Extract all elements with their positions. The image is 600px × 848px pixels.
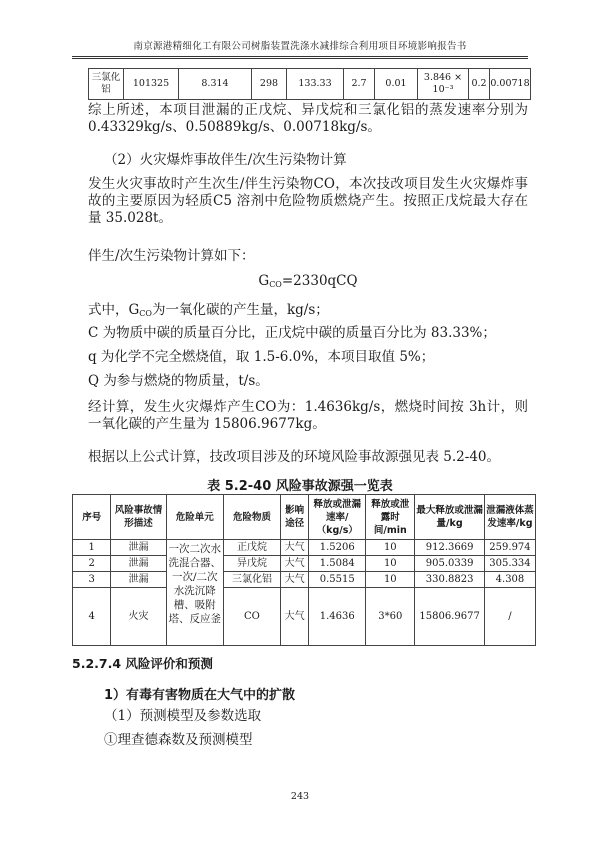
cell-evap: / xyxy=(484,588,535,646)
cell-event: 泄漏 xyxy=(111,572,166,588)
col-rate: 释放或泄漏速率/（kg/s） xyxy=(309,495,366,540)
risk-source-table xyxy=(72,494,536,646)
cell-path: 大气 xyxy=(281,556,309,572)
paragraph-table-ref: 根据以上公式计算，技改项目涉及的环境风险事故源强见表 5.2-40。 xyxy=(88,449,500,465)
formula xyxy=(88,273,528,293)
section-heading: 5.2.7.4 风险评价和预测 xyxy=(72,656,213,671)
formula-rest: =2330qCQ xyxy=(281,273,358,289)
header-rule xyxy=(72,56,528,59)
table-row xyxy=(73,572,536,588)
subsection-heading: 1）有毒有害物质在大气中的扩散 xyxy=(104,688,296,703)
cell-substance: 三氯化铝 xyxy=(223,572,280,588)
table-row xyxy=(73,556,536,572)
page-header: 南京源港精细化工有限公司树脂装置洗涤水减排综合利用项目环境影响报告书 xyxy=(133,41,467,52)
cell-evap: 4.308 xyxy=(484,572,535,588)
paragraph-fire-intro: 发生火灾事故时产生次生/伴生污染物CO，本次技改项目发生火灾爆炸事故的主要原因为轻质C5 溶剂中危险物质燃烧产生。按照正戊烷最大存在量 35.028t。 xyxy=(88,176,528,226)
formula-g: G xyxy=(258,273,270,289)
cell-temperature: 298 xyxy=(252,69,287,100)
cell-no: 1 xyxy=(73,540,111,556)
cell-no: 3 xyxy=(73,572,111,588)
cell-radius: 0.01 xyxy=(375,69,418,100)
cell-rate: 1.5206 xyxy=(309,540,366,556)
cell-amount: 15806.9677 xyxy=(415,588,485,646)
cell-path: 大气 xyxy=(281,588,309,646)
paragraph-Q: Q 为参与燃烧的物质量，t/s。 xyxy=(88,373,269,389)
cell-gas-constant: 8.314 xyxy=(179,69,252,100)
table-row xyxy=(89,69,531,100)
cell-coefficient: 3.846 × 10⁻³ xyxy=(418,69,469,100)
table-row xyxy=(73,540,536,556)
cell-amount: 330.8823 xyxy=(415,572,485,588)
paragraph-result: 经计算，发生火灾爆炸产生CO为：1.4636kg/s，燃烧时间按 3h计，则一氧化碳的产生量为 15806.9677kg。 xyxy=(88,399,528,432)
paragraph-subheading: （2）火灾爆炸事故伴生/次生污染物计算 xyxy=(104,152,347,168)
paragraph-calc-intro: 伴生/次生污染物计算如下： xyxy=(88,248,255,264)
cell-evap-rate: 0.00718 xyxy=(490,69,531,100)
cell-index: 0.2 xyxy=(469,69,490,100)
cell-event: 泄漏 xyxy=(111,556,166,572)
cell-wind: 2.7 xyxy=(344,69,375,100)
cell-time: 10 xyxy=(366,572,415,588)
cell-evap: 259.974 xyxy=(484,540,535,556)
cell-substance: CO xyxy=(223,588,280,646)
col-path: 影响途径 xyxy=(281,495,309,540)
cell-event: 火灾 xyxy=(111,588,166,646)
table-caption: 表 5.2-40 风险事故源强一览表 xyxy=(207,479,393,494)
cell-path: 大气 xyxy=(281,540,309,556)
col-time: 释放或泄露时间/min xyxy=(366,495,415,540)
gco-prefix: 式中，G xyxy=(88,302,140,318)
col-evap: 泄漏液体蒸发速率/kg xyxy=(484,495,535,540)
cell-amount: 912.3669 xyxy=(415,540,485,556)
gco-sub: CO xyxy=(139,309,152,318)
cell-evap: 305.334 xyxy=(484,556,535,572)
cell-rate: 1.4636 xyxy=(309,588,366,646)
list-item-richardson: ①理查德森数及预测模型 xyxy=(104,732,253,748)
col-unit: 危险单元 xyxy=(166,495,223,540)
cell-time: 10 xyxy=(366,556,415,572)
formula-sub: CO xyxy=(269,280,282,289)
cell-path: 大气 xyxy=(281,572,309,588)
cell-rate: 0.5515 xyxy=(309,572,366,588)
col-substance: 危险物质 xyxy=(223,495,280,540)
cell-no: 4 xyxy=(73,588,111,646)
table-row xyxy=(73,588,536,646)
cell-event: 泄漏 xyxy=(111,540,166,556)
cell-rate: 1.5084 xyxy=(309,556,366,572)
gco-desc: 为一氧化碳的产生量，kg/s； xyxy=(151,302,329,318)
cell-substance: 异戊烷 xyxy=(223,556,280,572)
cell-amount: 905.0339 xyxy=(415,556,485,572)
col-event: 风险事故情形描述 xyxy=(111,495,166,540)
col-no: 序号 xyxy=(73,495,111,540)
cell-time: 10 xyxy=(366,540,415,556)
table-header-row xyxy=(73,495,536,540)
page-number: 243 xyxy=(290,791,310,802)
paragraph-summary: 综上所述，本项目泄漏的正戊烷、异戊烷和三氯化铝的蒸发速率分别为 0.43329kg/s、0.50889kg/s、0.00718kg/s。 xyxy=(88,102,528,135)
paragraph-gco xyxy=(88,302,528,322)
cell-no: 2 xyxy=(73,556,111,572)
cell-time: 3*60 xyxy=(366,588,415,646)
cell-unit: 一次二次水洗混合器、一次/二次水洗沉降槽、吸附塔、反应釜 xyxy=(166,540,223,646)
continued-table-row xyxy=(88,68,531,100)
cell-vapor-pressure: 133.33 xyxy=(287,69,344,100)
paragraph-c: C 为物质中碳的质量百分比，正戊烷中碳的质量百分比为 83.33%； xyxy=(88,325,496,341)
col-amount: 最大释放或泄漏量/kg xyxy=(415,495,485,540)
cell-substance: 正戊烷 xyxy=(223,540,280,556)
list-item-model: （1）预测模型及参数选取 xyxy=(104,708,262,724)
paragraph-q: q 为化学不完全燃烧值，取 1.5-6.0%，本项目取值 5%； xyxy=(88,349,435,365)
cell-substance: 三氯化铝 xyxy=(89,69,124,100)
cell-pressure: 101325 xyxy=(124,69,179,100)
